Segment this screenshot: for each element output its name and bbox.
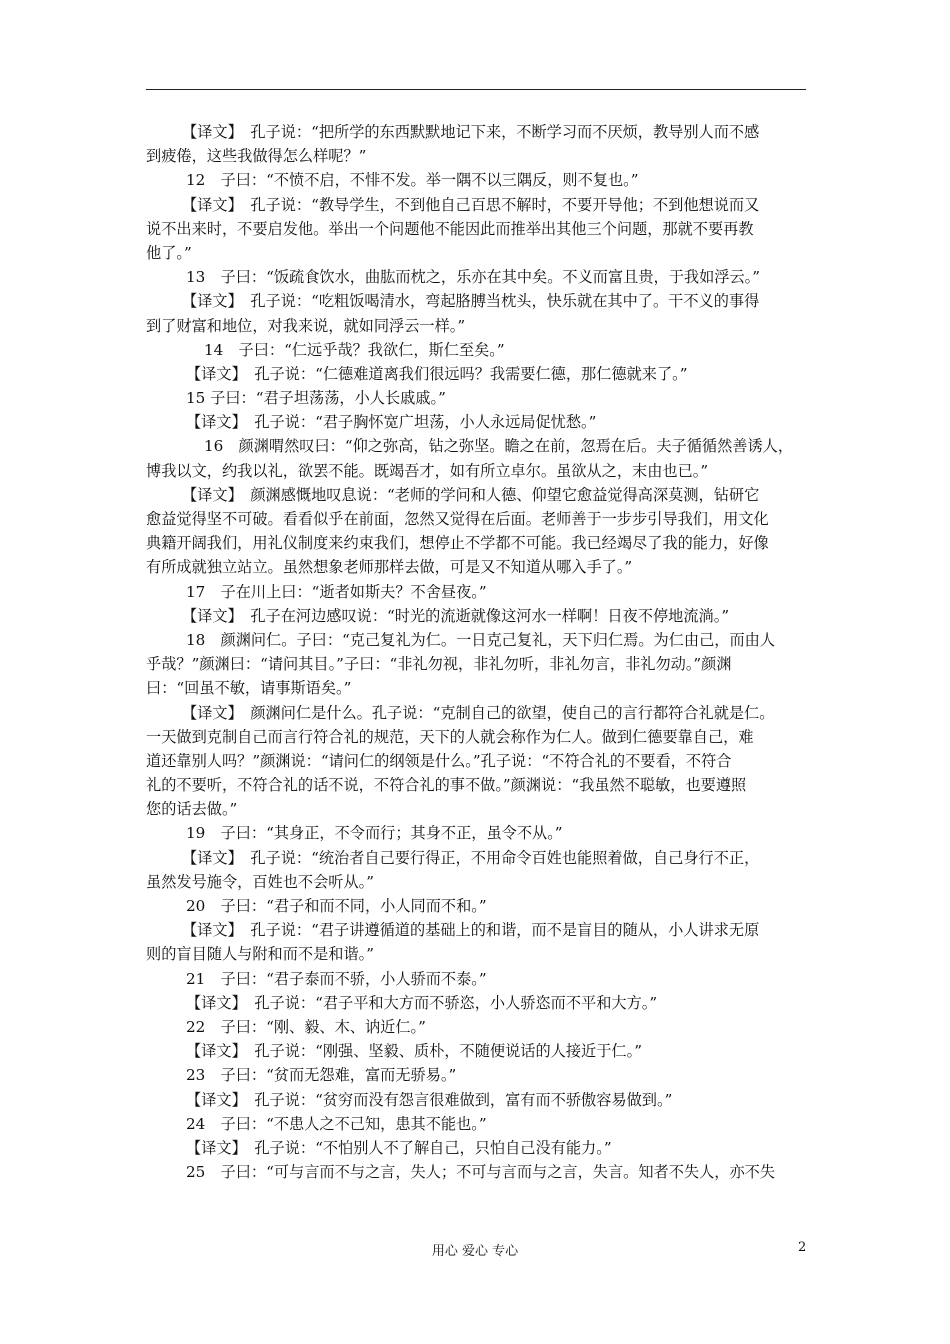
text-line: 13 子曰：“饭疏食饮水，曲肱而枕之，乐亦在其中矣。不义而富且贵，于我如浮云。”	[186, 268, 761, 287]
text-line: 【译文】 孔子说：“刚强、坚毅、质朴，不随便说话的人接近于仁。”	[186, 1042, 642, 1061]
text-line: 有所成就独立站立。虽然想象老师那样去做，可是又不知道从哪入手了。”	[146, 558, 633, 577]
text-line: 他了。”	[146, 243, 192, 262]
text-line: 【译文】 孔子说：“贫穷而没有怨言很难做到，富有而不骄傲容易做到。”	[186, 1090, 673, 1109]
text-line: 19 子曰：“其身正，不令而行；其身不正，虽令不从。”	[186, 824, 563, 843]
text-line: 【译文】 孔子说：“统治者自己要行得正，不用命令百姓也能照着做，自己身行不正，	[182, 848, 760, 867]
text-line: 【译文】 孔子说：“仁德难道离我们很远吗？我需要仁德，那仁德就来了。”	[186, 364, 688, 383]
text-line: 【译文】 孔子说：“把所学的东西默默地记下来，不断学习而不厌烦，教导别人而不感	[182, 123, 760, 141]
text-line: 20 子曰：“君子和而不同，小人同而不和。”	[186, 897, 487, 915]
text-line: 曰：“回虽不敏，请事斯语矣。”	[146, 679, 352, 698]
text-line: 【译文】 颜渊感慨地叹息说：“老师的学问和人德、仰望它愈益觉得高深莫测，钻研它	[182, 485, 760, 504]
text-line: 一天做到克制自己而言行符合礼的规范，天下的人就会称作为仁人。做到仁德要靠自己，难	[146, 727, 754, 746]
text-line: 12 子曰：“不愤不启，不悱不发。举一隅不以三隅反，则不复也。”	[186, 171, 639, 190]
text-line: 到了财富和地位，对我来说，就如同浮云一样。”	[146, 316, 466, 335]
text-line: 乎哉？”颜渊曰：“请问其目。”子曰：“非礼勿视，非礼勿听，非礼勿言，非礼勿动。”颜渊	[146, 655, 732, 674]
text-line: 【译文】 孔子在河边感叹说：“时光的流逝就像这河水一样啊！日夜不停地流淌。”	[182, 606, 730, 625]
text-line: 24 子曰：“不患人之不己知，患其不能也。”	[186, 1114, 487, 1133]
text-line: 则的盲目随人与附和而不是和谐。”	[146, 945, 374, 964]
page-number: 2	[798, 1240, 807, 1255]
text-line: 【译文】 孔子说：“君子讲遵循道的基础上的和谐，而不是盲目的随从，小人讲求无原	[182, 921, 760, 940]
text-line: 博我以文，约我以礼，欲罢不能。既竭吾才，如有所立卓尔。虽欲从之，末由也已。”	[146, 461, 709, 480]
text-line: 愈益觉得坚不可破。看看似乎在前面，忽然又觉得在后面。老师善于一步步引导我们，用文化	[146, 510, 769, 528]
text-line: 您的话去做。”	[146, 800, 238, 819]
text-line: 【译文】 孔子说：“君子胸怀宽广坦荡，小人永远局促忧愁。”	[186, 413, 597, 432]
header-rule	[146, 89, 806, 90]
text-line: 18 颜渊问仁。子曰：“克己复礼为仁。一日克己复礼，天下归仁焉。为仁由己，而由人	[186, 630, 776, 649]
text-line: 【译文】 孔子说：“君子平和大方而不骄恣，小人骄恣而不平和大方。”	[186, 993, 658, 1012]
text-line: 【译文】 颜渊问仁是什么。孔子说：“克制自己的欲望，使自己的言行都符合礼就是仁。	[182, 703, 775, 722]
text-line: 21 子曰：“君子泰而不骄，小人骄而不泰。”	[186, 969, 487, 988]
text-line: 虽然发号施令，百姓也不会听从。”	[146, 872, 374, 891]
text-line: 14 子曰：“仁远乎哉？我欲仁，斯仁至矣。”	[204, 340, 505, 359]
text-line: 16 颜渊喟然叹曰：“仰之弥高，钻之弥坚。瞻之在前，忽焉在后。夫子循循然善诱人，	[204, 437, 794, 456]
text-line: 25 子曰：“可与言而不与之言，失人；不可与言而与之言，失言。知者不失人，亦不失	[186, 1163, 776, 1182]
document-body	[146, 120, 810, 1184]
text-line: 【译文】 孔子说：“吃粗饭喝清水，弯起胳膊当枕头，快乐就在其中了。干不义的事得	[182, 292, 760, 311]
text-line: 15 子曰：“君子坦荡荡，小人长戚戚。”	[186, 389, 446, 408]
text-line: 到疲倦，这些我做得怎么样呢？”	[146, 147, 367, 166]
footer-slogan: 用心 爱心 专心	[431, 1244, 519, 1259]
text-line: 典籍开阔我们，用礼仪制度来约束我们，想停止不学都不可能。我已经竭尽了我的能力，好像	[146, 534, 769, 553]
text-line: 【译文】 孔子说：“不怕别人不了解自己，只怕自己没有能力。”	[186, 1138, 612, 1157]
text-line: 17 子在川上曰：“逝者如斯夫？不舍昼夜。”	[186, 582, 487, 601]
text-line: 说不出来时，不要启发他。举出一个问题他不能因此而推举出其他三个问题，那就不要再教	[146, 219, 754, 238]
text-line: 礼的不要听，不符合礼的话不说，不符合礼的事不做。”颜渊说：“我虽然不聪敏，也要遵照	[146, 776, 747, 795]
text-line: 22 子曰：“刚、毅、木、讷近仁。”	[186, 1017, 426, 1036]
text-line: 【译文】 孔子说：“教导学生，不到他自己百思不解时，不要开导他；不到他想说而又	[182, 195, 760, 214]
text-line: 道还靠别人吗？”颜渊说：“请问仁的纲领是什么。”孔子说：“不符合礼的不要看，不符合	[146, 751, 732, 770]
text-line: 23 子曰：“贫而无怨难，富而无骄易。”	[186, 1066, 457, 1085]
